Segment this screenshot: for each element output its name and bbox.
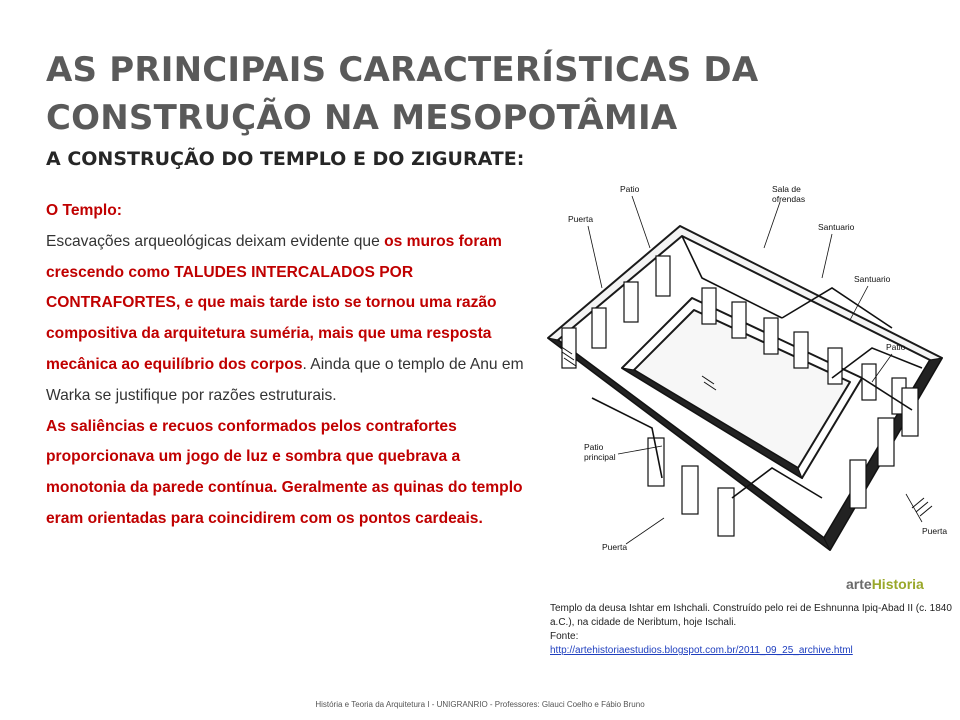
title-line-1: AS PRINCIPAIS CARACTERÍSTICAS DA (46, 50, 759, 90)
label-puerta-top: Puerta (568, 214, 594, 224)
paragraph-1-highlight: os muros foram crescendo como TALUDES INTERCALADOS POR CONTRAFORTES, e que mais tarde isto se tornou uma razão compositiva da arquitetura suméria, mais que uma resposta mecânica ao equilíbrio dos corpos (46, 232, 502, 373)
title-line-2: CONSTRUÇÃO NA MESOPOTÂMIA (46, 98, 678, 138)
caption-fonte: Fonte: (550, 631, 579, 642)
logo-historia: Historia (871, 576, 924, 592)
label-puerta-bottom-right: Puerta (922, 526, 948, 536)
paragraph-1-outro: . Ainda que o templo de Anu em Warka se justifique por razões estruturais. (46, 355, 524, 404)
logo-arte: arte (846, 576, 872, 592)
label-sala-1: Sala de (772, 184, 801, 194)
artehistoria-logo (846, 576, 924, 598)
body-text (46, 196, 540, 535)
label-patio-principal-2: principal (584, 452, 616, 462)
label-patio-right: Patio (886, 342, 906, 352)
temple-drawing (532, 178, 960, 598)
paragraph-2: As saliências e recuos conformados pelos contrafortes proporcionava um jogo de luz e sombra que quebrava a monotonia da parede contínua. Geralmente as quinas do templo eram orientadas para coincidirem com os pontos cardeais. (46, 417, 523, 527)
label-santuario-top: Santuario (818, 222, 855, 232)
label-santuario-mid: Santuario (854, 274, 891, 284)
paragraph-1 (46, 227, 540, 412)
label-patio-principal-1: Patio (584, 442, 604, 452)
slide-title (46, 46, 906, 142)
label-patio-top: Patio (620, 184, 640, 194)
label-puerta-bottom-left: Puerta (602, 542, 628, 552)
temple-illustration (532, 178, 960, 598)
figure-caption (550, 602, 955, 658)
caption-text: Templo da deusa Ishtar em Ishchali. Construído pelo rei de Eshnunna Ipiq-Abad II (c. 1840 a.C.), na cidade de Neribtum, hoje Ischali. (550, 603, 952, 628)
caption-source-link[interactable]: http://artehistoriaestudios.blogspot.com.br/2011_09_25_archive.html (550, 645, 853, 656)
section-heading: O Templo: (46, 202, 122, 219)
paragraph-1-intro: Escavações arqueológicas deixam evidente que (46, 232, 385, 250)
label-sala-2: ofrendas (772, 194, 806, 204)
slide-subtitle: A CONSTRUÇÃO DO TEMPLO E DO ZIGURATE: (46, 148, 525, 170)
slide-footer: História e Teoria da Arquitetura I - UNIGRANRIO - Professores: Glauci Coelho e Fábio Bruno (315, 700, 645, 709)
